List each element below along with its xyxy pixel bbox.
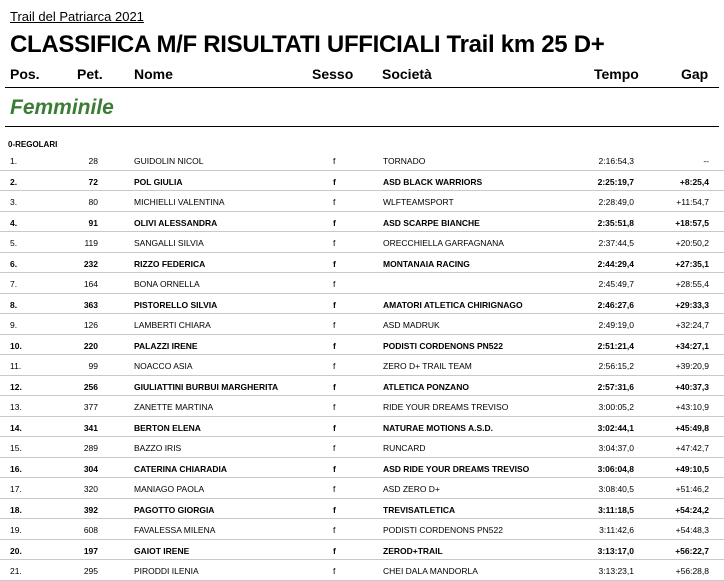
cell-society: ASD SCARPE BIANCHE — [383, 217, 480, 228]
cell-pet: 91 — [88, 217, 98, 228]
cell-time: 2:45:49,7 — [598, 279, 634, 289]
page-title: CLASSIFICA M/F RISULTATI UFFICIALI Trail km 25 D+ — [10, 31, 605, 58]
cell-sex: f — [333, 525, 336, 535]
cell-time: 2:25:19,7 — [597, 176, 634, 187]
cell-pos: 19. — [10, 525, 22, 535]
cell-name: BONA ORNELLA — [134, 279, 200, 289]
cell-sex: f — [333, 504, 336, 515]
cell-pet: 377 — [83, 402, 98, 412]
cell-time: 3:04:37,0 — [598, 443, 634, 453]
cell-gap: +45:49,8 — [675, 422, 709, 433]
cell-time: 2:57:31,6 — [597, 381, 634, 392]
cell-pet: 256 — [83, 381, 98, 392]
section-title: Femminile — [10, 96, 114, 119]
cell-name: CATERINA CHIARADIA — [134, 463, 228, 474]
cell-society: ZEROD+TRAIL — [383, 545, 443, 556]
header-sex: Sesso — [312, 66, 354, 82]
cell-name: GIULIATTINI BURBUI MARGHERITA — [134, 381, 279, 392]
cell-name: PISTORELLO SILVIA — [134, 299, 218, 310]
cell-gap: +51:46,2 — [675, 484, 709, 494]
cell-name: RIZZO FEDERICA — [134, 258, 206, 269]
cell-name: BERTON ELENA — [134, 422, 201, 433]
cell-society: ZERO D+ TRAIL TEAM — [383, 361, 472, 371]
header-time: Tempo — [594, 66, 639, 82]
table-row — [0, 150, 724, 171]
cell-society: ATLETICA PONZANO — [383, 381, 469, 392]
cell-gap: +47:42,7 — [675, 443, 709, 453]
header-society: Società — [382, 66, 432, 82]
column-headers — [0, 66, 724, 86]
cell-sex: f — [333, 258, 336, 269]
cell-society: ASD RIDE YOUR DREAMS TREVISO — [383, 463, 530, 474]
cell-pet: 126 — [83, 320, 98, 330]
cell-sex: f — [333, 545, 336, 556]
table-row — [0, 191, 724, 212]
cell-pet: 608 — [83, 525, 98, 535]
cell-time: 3:08:40,5 — [598, 484, 634, 494]
table-row — [0, 376, 724, 397]
cell-pos: 17. — [10, 484, 22, 494]
cell-society: NATURAE MOTIONS A.S.D. — [383, 422, 494, 433]
cell-name: NOACCO ASIA — [134, 361, 193, 371]
table-row — [0, 519, 724, 540]
cell-time: 3:11:18,5 — [598, 504, 634, 515]
cell-society: PODISTI CORDENONS PN522 — [383, 340, 503, 351]
cell-sex: f — [333, 361, 336, 371]
cell-pos: 13. — [10, 402, 22, 412]
cell-pos: 7. — [10, 279, 18, 289]
cell-society: AMATORI ATLETICA CHIRIGNAGO — [383, 299, 523, 310]
cell-name: LAMBERTI CHIARA — [134, 320, 211, 330]
section-divider — [5, 126, 719, 127]
cell-pos: 9. — [10, 320, 18, 330]
cell-society: ASD ZERO D+ — [383, 484, 440, 494]
cell-name: OLIVI ALESSANDRA — [134, 217, 218, 228]
cell-time: 2:16:54,3 — [598, 156, 634, 166]
cell-gap: +39:20,9 — [675, 361, 709, 371]
cell-name: PAGOTTO GIORGIA — [134, 504, 215, 515]
cell-name: ZANETTE MARTINA — [134, 402, 214, 412]
cell-name: PALAZZI IRENE — [134, 340, 198, 351]
table-row — [0, 314, 724, 335]
table-row — [0, 355, 724, 376]
cell-pet: 363 — [83, 299, 98, 310]
cell-pet: 99 — [88, 361, 98, 371]
cell-society: ASD MADRUK — [383, 320, 440, 330]
cell-sex: f — [333, 176, 336, 187]
cell-gap: +32:24,7 — [675, 320, 709, 330]
cell-sex: f — [333, 320, 336, 330]
cell-pos: 20. — [10, 545, 22, 556]
cell-gap: +18:57,5 — [675, 217, 709, 228]
cell-time: 2:37:44,5 — [598, 238, 634, 248]
cell-pet: 392 — [83, 504, 98, 515]
cell-time: 3:00:05,2 — [598, 402, 634, 412]
table-row — [0, 478, 724, 499]
header-pet: Pet. — [77, 66, 103, 82]
cell-society: ORECCHIELLA GARFAGNANA — [383, 238, 504, 248]
cell-time: 2:28:49,0 — [598, 197, 634, 207]
cell-time: 2:56:15,2 — [598, 361, 634, 371]
cell-time: 3:06:04,8 — [597, 463, 634, 474]
cell-society: ASD BLACK WARRIORS — [383, 176, 483, 187]
cell-gap: +54:24,2 — [675, 504, 709, 515]
cell-society: WLFTEAMSPORT — [383, 197, 454, 207]
cell-pos: 8. — [10, 299, 18, 310]
cell-pos: 14. — [10, 422, 22, 433]
table-row — [0, 171, 724, 192]
cell-pet: 80 — [88, 197, 98, 207]
cell-sex: f — [333, 566, 336, 576]
cell-gap: +40:37,3 — [675, 381, 709, 392]
cell-time: 2:46:27,6 — [597, 299, 634, 310]
cell-society: RUNCARD — [383, 443, 426, 453]
cell-name: BAZZO IRIS — [134, 443, 182, 453]
cell-gap: +27:35,1 — [675, 258, 709, 269]
table-row — [0, 458, 724, 479]
header-divider — [5, 87, 719, 88]
cell-time: 2:35:51,8 — [597, 217, 634, 228]
cell-pet: 28 — [88, 156, 98, 166]
cell-gap: +56:28,8 — [675, 566, 709, 576]
cell-time: 2:51:21,4 — [597, 340, 634, 351]
cell-pet: 220 — [83, 340, 98, 351]
cell-sex: f — [333, 484, 336, 494]
cell-pos: 15. — [10, 443, 22, 453]
cell-society: TREVISATLETICA — [383, 504, 456, 515]
event-title: Trail del Patriarca 2021 — [10, 9, 144, 24]
table-row — [0, 499, 724, 520]
cell-pos: 2. — [10, 176, 18, 187]
cell-time: 2:49:19,0 — [598, 320, 634, 330]
cell-time: 3:13:17,0 — [597, 545, 634, 556]
header-pos: Pos. — [10, 66, 40, 82]
cell-society: TORNADO — [383, 156, 426, 166]
cell-sex: f — [333, 463, 336, 474]
subsection-label: 0-REGOLARI — [8, 140, 58, 149]
table-row — [0, 335, 724, 356]
results-table — [0, 150, 724, 581]
cell-sex: f — [333, 279, 336, 289]
cell-gap: +28:55,4 — [675, 279, 709, 289]
cell-pos: 18. — [10, 504, 22, 515]
cell-pet: 119 — [84, 238, 98, 248]
cell-gap: -- — [703, 156, 709, 166]
table-row — [0, 294, 724, 315]
cell-time: 3:13:23,1 — [598, 566, 634, 576]
cell-time: 3:11:42,6 — [599, 525, 634, 535]
cell-name: FAVALESSA MILENA — [134, 525, 216, 535]
cell-pos: 1. — [10, 156, 18, 166]
cell-sex: f — [333, 443, 336, 453]
cell-pet: 289 — [83, 443, 98, 453]
cell-gap: +54:48,3 — [675, 525, 709, 535]
cell-gap: +56:22,7 — [675, 545, 709, 556]
cell-pet: 164 — [83, 279, 98, 289]
table-row — [0, 540, 724, 561]
cell-society: MONTANAIA RACING — [383, 258, 470, 269]
cell-sex: f — [333, 217, 336, 228]
cell-gap: +8:25,4 — [679, 176, 709, 187]
cell-pos: 10. — [10, 340, 22, 351]
cell-pet: 232 — [83, 258, 98, 269]
cell-pos: 4. — [10, 217, 18, 228]
header-gap: Gap — [681, 66, 709, 82]
cell-society: CHEI DALA MANDORLA — [383, 566, 478, 576]
cell-pet: 197 — [83, 545, 98, 556]
cell-gap: +20:50,2 — [675, 238, 709, 248]
cell-society: PODISTI CORDENONS PN522 — [383, 525, 503, 535]
table-row — [0, 273, 724, 294]
table-row — [0, 253, 724, 274]
cell-society: RIDE YOUR DREAMS TREVISO — [383, 402, 509, 412]
cell-pet: 72 — [88, 176, 98, 187]
cell-time: 3:02:44,1 — [597, 422, 634, 433]
cell-name: SANGALLI SILVIA — [134, 238, 204, 248]
cell-sex: f — [333, 299, 336, 310]
cell-gap: +34:27,1 — [675, 340, 709, 351]
cell-gap: +29:33,3 — [675, 299, 709, 310]
cell-pos: 11. — [10, 361, 22, 371]
cell-pos: 16. — [10, 463, 22, 474]
cell-name: MANIAGO PAOLA — [134, 484, 205, 494]
header-name: Nome — [134, 66, 173, 82]
cell-sex: f — [333, 381, 336, 392]
cell-pet: 341 — [83, 422, 98, 433]
cell-name: MICHIELLI VALENTINA — [134, 197, 225, 207]
cell-gap: +49:10,5 — [675, 463, 709, 474]
cell-sex: f — [333, 238, 336, 248]
cell-sex: f — [333, 402, 336, 412]
cell-name: GUIDOLIN NICOL — [134, 156, 204, 166]
table-row — [0, 232, 724, 253]
cell-name: POL GIULIA — [134, 176, 183, 187]
cell-sex: f — [333, 156, 336, 166]
cell-sex: f — [333, 340, 336, 351]
cell-pos: 6. — [10, 258, 18, 269]
cell-pet: 320 — [83, 484, 98, 494]
cell-pos: 3. — [10, 197, 18, 207]
table-row — [0, 560, 724, 581]
cell-pos: 5. — [10, 238, 18, 248]
cell-sex: f — [333, 422, 336, 433]
cell-pos: 21. — [10, 566, 22, 576]
cell-pet: 304 — [83, 463, 98, 474]
table-row — [0, 437, 724, 458]
cell-gap: +43:10,9 — [675, 402, 709, 412]
cell-name: GAIOT IRENE — [134, 545, 190, 556]
cell-time: 2:44:29,4 — [597, 258, 634, 269]
cell-pos: 12. — [10, 381, 22, 392]
cell-pet: 295 — [83, 566, 98, 576]
cell-sex: f — [333, 197, 336, 207]
table-row — [0, 396, 724, 417]
table-row — [0, 212, 724, 233]
cell-gap: +11:54,7 — [676, 197, 709, 207]
table-row — [0, 417, 724, 438]
cell-name: PIRODDI ILENIA — [134, 566, 199, 576]
